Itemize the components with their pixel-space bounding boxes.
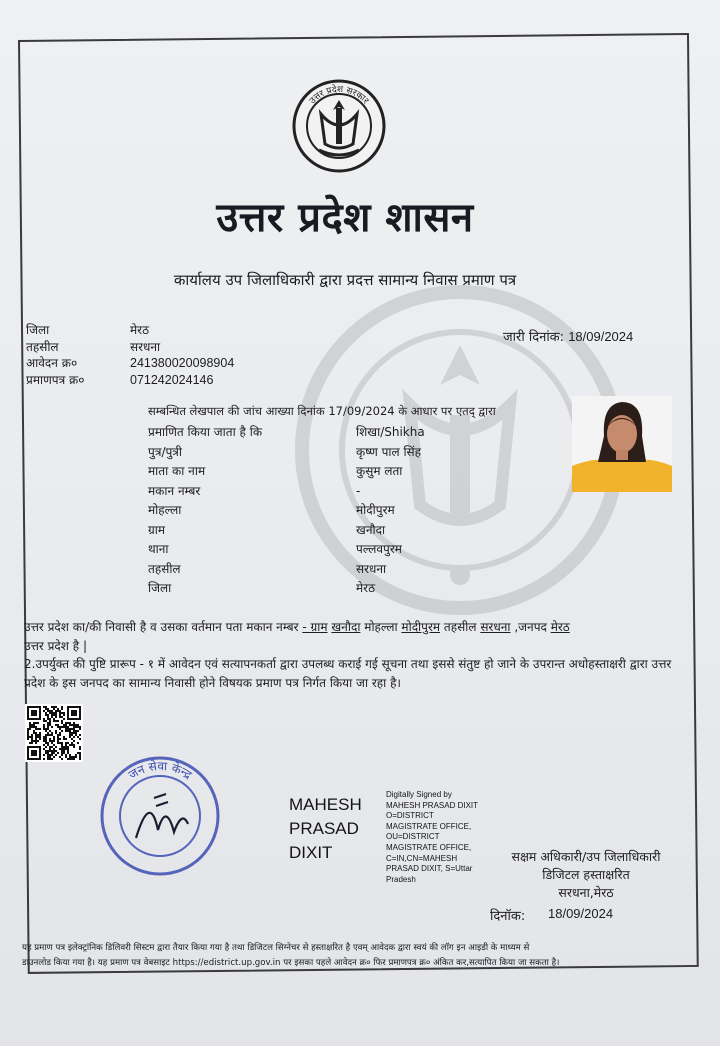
issue-date-value: 18/09/2024: [568, 329, 634, 344]
tehsil-value: सरधना: [480, 620, 511, 634]
signature-line: O=DISTRICT: [386, 811, 434, 821]
detail-label: ग्राम: [148, 522, 166, 537]
signature-line: Digitally Signed by: [386, 790, 452, 799]
jan-seva-kendra-seal: [96, 752, 224, 880]
authority-line: सरधना,मेरठ: [558, 885, 614, 900]
meta-value: मेरठ: [130, 323, 150, 337]
signature-line: C=IN,CN=MAHESH: [386, 853, 458, 863]
residence-text: ,जनपद: [514, 620, 547, 634]
detail-row: [148, 540, 548, 560]
detail-value: पल्लवपुरम: [356, 542, 402, 556]
issue-date: [503, 327, 633, 345]
detail-value: -: [356, 483, 361, 498]
residence-text: तहसील: [443, 620, 477, 634]
signature-date-label: दिनॉक:: [490, 909, 526, 924]
detail-row: [148, 423, 548, 443]
emblem-text: उत्तर प्रदेश सरकार: [307, 84, 371, 107]
residence-text: मोहल्ला: [364, 620, 398, 634]
seal-text: जन सेवा केन्द्र: [125, 758, 195, 783]
signer-line: DIXIT: [289, 843, 333, 862]
signer-line: PRASAD: [289, 819, 359, 838]
house-number-value: - ग्राम: [302, 620, 328, 634]
locality-value: मोदीपुरम: [401, 620, 441, 634]
detail-label: पुत्र/पुत्री: [148, 444, 183, 459]
detail-value: कुसुम लता: [356, 464, 403, 478]
meta-value: 241380020098904: [130, 356, 235, 370]
signer-name: [289, 793, 362, 865]
detail-row: [148, 560, 548, 580]
footer-note: [22, 941, 692, 971]
details-table: [148, 423, 548, 599]
signature-line: MAGISTRATE OFFICE,: [386, 842, 472, 852]
detail-value: मोदीपुरम: [356, 503, 395, 517]
meta-label: जिला: [26, 323, 50, 337]
verification-statement: 2.उपर्युक्त की पुष्टि प्रारूप - १ में आवेदन एवं सत्यापनकर्ता द्वारा उपलब्ध कराई गई सूचना तथा इससे संतुष्ट हो जाने के उपरान्त अधोहस्ताक्षरी द्वारा उत्तर प्रदेश के इस जनपद का सामान्य निवासी होने विषयक प्रमाण पत्र निर्गत किया जा रहा है।: [24, 657, 672, 690]
meta-label: आवेदन क्र०: [26, 356, 78, 370]
signature-line: PRASAD DIXIT, S=Uttar: [386, 864, 473, 874]
signature-line: MAHESH PRASAD DIXIT: [386, 800, 479, 810]
residence-text: उत्तर प्रदेश का/की निवासी है व उसका वर्तमान पता मकान नम्बर: [24, 620, 299, 634]
meta-value: सरधना: [130, 340, 161, 354]
detail-value: खनौदा: [356, 522, 386, 537]
meta-label: प्रमाणपत्र क्र०: [26, 373, 85, 387]
signer-line: MAHESH: [289, 795, 362, 814]
detail-label: थाना: [148, 542, 169, 556]
residence-text: उत्तर प्रदेश है |: [24, 639, 87, 653]
applicant-photo: [572, 396, 672, 492]
village-value: खनौदा: [331, 620, 361, 634]
detail-value: शिखा/Shikha: [356, 425, 425, 439]
signature-line: Pradesh: [386, 874, 416, 884]
detail-value: मेरठ: [356, 581, 376, 595]
authority-line: डिजिटल हस्ताक्षरित: [542, 867, 630, 882]
qr-code[interactable]: [25, 704, 83, 762]
detail-row: [148, 579, 548, 599]
issue-date-label: जारी दिनांक:: [503, 330, 565, 345]
detail-label: तहसील: [148, 561, 181, 576]
residence-statement: [24, 618, 674, 656]
footer-line: डाउनलोड किया गया है। यह प्रमाण पत्र वेबसाइट https://edistrict.up.gov.in पर इसका पहले आवेदन क्र० फिर प्रमाणपत्र क्र० अंकित कर,सत्यापित किया जा सकता है।: [22, 958, 560, 968]
up-government-emblem: [291, 78, 387, 174]
detail-value: सरधना: [356, 561, 387, 576]
detail-label: मकान नम्बर: [148, 483, 201, 498]
footer-line: यह प्रमाण पत्र इलेक्ट्रांनिक डिलिवरी सिस्टम द्वारा तैयार किया गया है तथा डिजिटल सिग्नेचर से हस्ताक्षरित है एवम् आवेदक द्वारा स्वयं की लॉग इन आइडी के माध्यम से: [22, 943, 530, 953]
certificate-subtitle: कार्यालय उप जिलाधिकारी द्वारा प्रदत्त सामान्य निवास प्रमाण पत्र: [173, 271, 517, 289]
detail-value: कृष्ण पाल सिंह: [356, 444, 422, 459]
detail-row: [148, 521, 548, 541]
detail-row: [148, 482, 548, 502]
issuing-authority: [496, 848, 676, 902]
detail-row: [148, 443, 548, 463]
intro-text: सम्बन्धित लेखपाल की जांच आख्या दिनांक 17/09/2024 के आधार पर एतद् द्वारा: [148, 404, 496, 418]
detail-label: माता का नाम: [148, 464, 206, 478]
detail-label: जिला: [148, 581, 172, 595]
page-title: उत्तर प्रदेश शासन: [216, 195, 474, 241]
detail-row: [148, 501, 548, 521]
signature-line: MAGISTRATE OFFICE,: [386, 821, 472, 831]
authority-line: सक्षम अधिकारी/उप जिलाधिकारी: [511, 849, 661, 864]
signature-date-value: 18/09/2024: [548, 906, 614, 921]
meta-value: 071242024146: [130, 373, 214, 387]
detail-label: प्रमाणित किया जाता है कि: [148, 425, 263, 439]
detail-row: [148, 462, 548, 482]
signature-line: OU=DISTRICT: [386, 832, 440, 842]
meta-label: तहसील: [26, 340, 59, 354]
district-value: मेरठ: [550, 620, 570, 634]
detail-label: मोहल्ला: [148, 503, 182, 517]
